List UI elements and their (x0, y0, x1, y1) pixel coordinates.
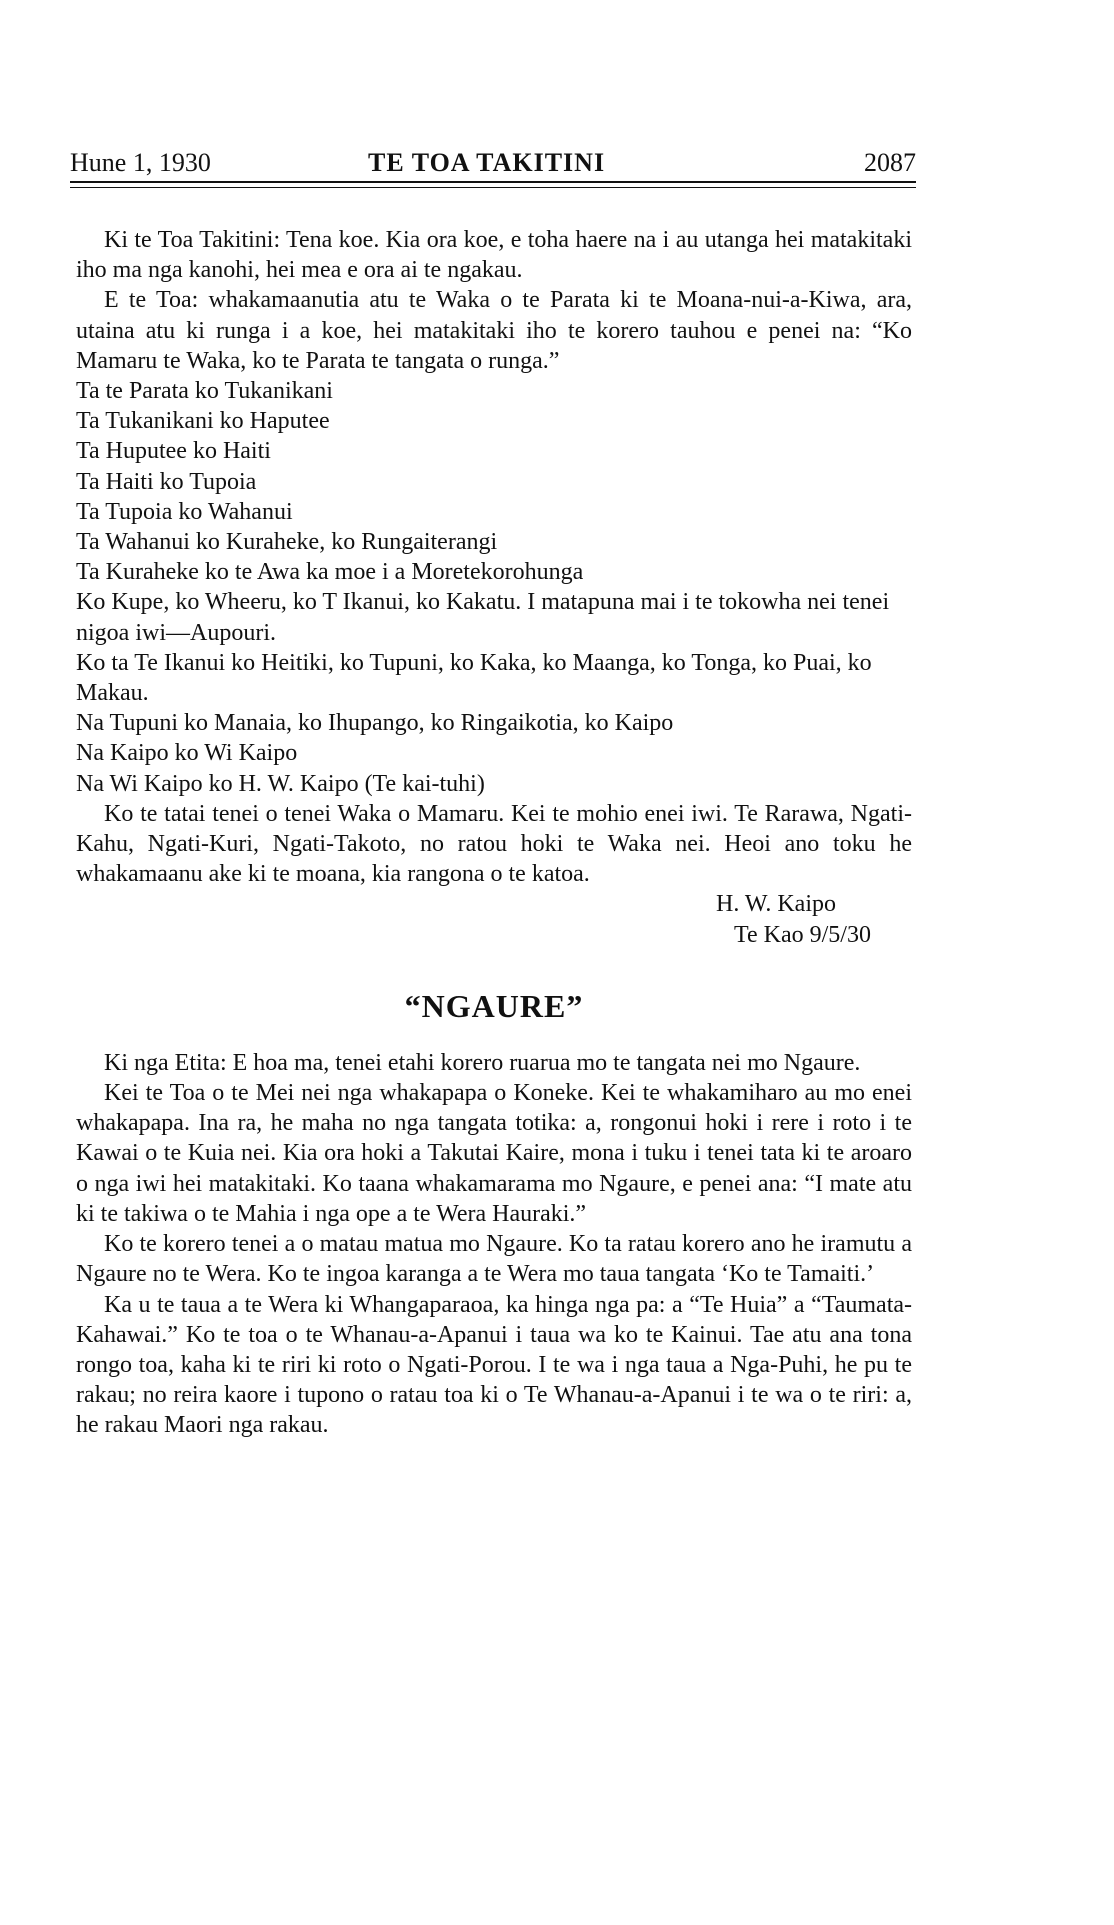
header-rule (70, 181, 916, 183)
ngaure-paragraph: Ka u te taua a te Wera ki Whangaparaoa, ka hinga nga pa: a “Te Huia” a “Taumata-Kahawai.” Ko te toa o te Whanau-a-Apanui i taua wa ko te Kainui. Tae atu ana tona rongo toa, kaha ki te riri ki roto o Ngati-Porou. I te wa i nga taua a Nga-Puhi, he pu te rakau; no reira kaore i tupono o ratau toa ki o Te Whanau-a-Apanui i te wa o te riri: a, he rakau Maori nga rakau. (76, 1291, 912, 1439)
ngaure-paragraph: Ki nga Etita: E hoa ma, tenei etahi korero ruarua mo te tangata nei mo Ngaure. (104, 1049, 861, 1076)
genealogy-line: Ko Kupe, ko Wheeru, ko T Ikanui, ko Kakatu. I matapuna mai i te tokowha nei tenei nigoa iwi—Aupouri. (76, 589, 890, 646)
ngaure-paragraph: Ko te korero tenei a o matau matua mo Ngaure. Ko ta ratau korero ano he iramutu a Ngaure no te Wera. Ko te ingoa karanga a te Wera mo taua tangata ‘Ko te Tamaiti.’ (76, 1231, 912, 1288)
genealogy-line: Ta Wahanui ko Kuraheke, ko Rungaiterangi (76, 529, 498, 556)
letter-paragraph: E te Toa: whakamaanutia atu te Waka o te Parata ki te Moana-nui-a-Kiwa, ara, utaina atu ki runga i a koe, hei matakitaki iho te korero tauhou e penei na: “Ko Mamaru te Waka, ko te Parata te tangata o runga.” (76, 287, 912, 374)
article-body (76, 225, 912, 1441)
genealogy-line: Ta Haiti ko Tupoia (76, 468, 257, 495)
genealogy-line: Ta te Parata ko Tukanikani (76, 378, 333, 405)
header-rule-thin (70, 187, 916, 188)
ngaure-paragraph: Kei te Toa o te Mei nei nga whakapapa o Koneke. Kei te whakamiharo au mo enei whakapapa. Ina ra, he maha no nga tangata totika: a, rongonui hoki i rere i roto i te Kawai o te Kuia nei. Kia ora hoki a Takutai Kaire, mona i tuku i tenei tata ki te aroaro o nga iwi hei matakitaki. Ko taana whakamarama mo Ngaure, e penei ana: “I mate atu ki te takiwa o te Mahia i nga ope a te Wera Hauraki.” (76, 1080, 912, 1227)
author-signature: H. W. Kaipo (716, 891, 836, 918)
article-whakapapa (76, 225, 912, 950)
page-number: 2087 (864, 148, 916, 177)
letter-greeting-paragraph: Ki te Toa Takitini: Tena koe. Kia ora koe, e toha haere na i au utanga hei matakitaki iho ma nga kanohi, hei mea e ora ai te ngakau. (76, 227, 912, 284)
section-title: “NGAURE” (404, 987, 584, 1024)
signature-place-date: Te Kao 9/5/30 (734, 921, 871, 948)
genealogy-line: Ko ta Te Ikanui ko Heitiki, ko Tupuni, ko Kaka, ko Maanga, ko Tonga, ko Puai, ko Makau. (76, 649, 872, 707)
genealogy-line: Ta Kuraheke ko te Awa ka moe i a Moretekorohunga (76, 559, 584, 586)
genealogy-line: Na Tupuni ko Manaia, ko Ihupango, ko Ringaikotia, ko Kaipo (76, 710, 674, 737)
genealogy-line: Ta Tukanikani ko Haputee (76, 408, 330, 435)
genealogy-line: Na Kaipo ko Wi Kaipo (76, 740, 298, 767)
genealogy-line: Na Wi Kaipo ko H. W. Kaipo (Te kai-tuhi) (76, 770, 485, 797)
header-date: Hune 1, 1930 (70, 148, 211, 177)
genealogy-line: Ta Tupoia ko Wahanui (76, 498, 293, 525)
article-ngaure (76, 1048, 912, 1441)
publication-title: TE TOA TAKITINI (368, 148, 606, 177)
genealogy-line: Ta Huputee ko Haiti (76, 438, 271, 465)
closing-paragraph: Ko te tatai tenei o tenei Waka o Mamaru. Kei te mohio enei iwi. Te Rarawa, Ngati-Kahu, Ngati-Kuri, Ngati-Takoto, no ratou hoki te Waka nei. Heoi ano toku he whakamaanu ake ki te moana, kia rangona o te katoa. (76, 800, 912, 888)
